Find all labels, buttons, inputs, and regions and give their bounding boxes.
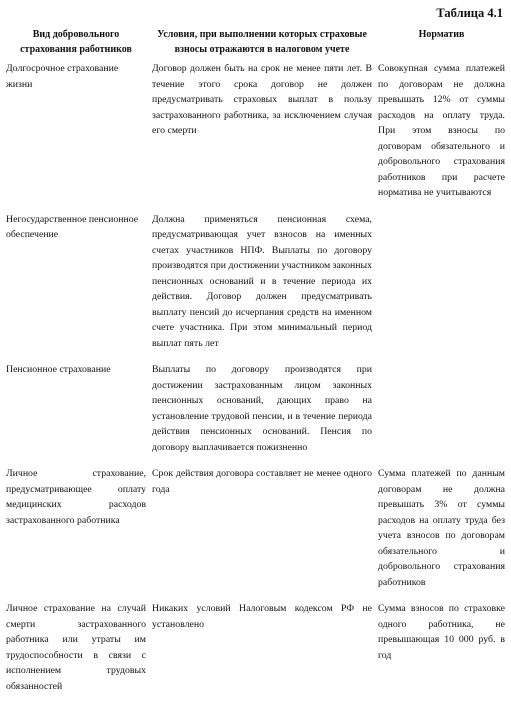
conditions-cell: Срок действия договора составляет не менее одного года xyxy=(152,468,372,495)
insurance-type-cell: Негосударственное пенсионное обеспечение xyxy=(6,213,139,240)
table-row xyxy=(3,466,508,601)
table-header-row xyxy=(3,28,508,61)
table-row xyxy=(3,212,508,363)
insurance-type-cell: Пенсионное страхование xyxy=(6,364,111,375)
insurance-table xyxy=(3,28,508,705)
conditions-cell: Должна применяться пенсионная схема, предусматривающая учет взносов на именных счетах участников НПФ. Выплаты по договору производятся при достижении участником законных пенсионных оснований и в течение периода их действия. Договор должен предусматривать выплату пенсий до исчерпания средств на именном счете участника. При этом минимальный период выплат пять лет xyxy=(152,213,372,349)
norm-cell xyxy=(375,212,508,363)
table-row xyxy=(3,601,508,705)
norm-cell xyxy=(375,362,508,466)
insurance-type-cell: Личное страхование на случай смерти застрахованного работника или утраты им трудоспособности в связи с исполнением трудовых обязанностей xyxy=(6,603,146,692)
header-insurance-type: Вид добровольного страхования работников xyxy=(20,29,132,55)
conditions-cell: Никаких условий Налоговым кодексом РФ не установлено xyxy=(152,603,372,630)
table-caption: Таблица 4.1 xyxy=(436,6,503,20)
table-row xyxy=(3,362,508,466)
header-norm: Норматив xyxy=(418,29,465,40)
insurance-type-cell: Долгосрочное страхование жизни xyxy=(6,63,119,90)
insurance-type-cell: Личное страхование, предусматривающее оплату медицинских расходов застрахованного работника xyxy=(6,468,146,526)
norm-cell: Сумма взносов по страховке одного работника, не превышающая 10 000 руб. в год xyxy=(378,603,505,661)
header-conditions: Условия, при выполнении которых страховые взносы отражаются в налоговом учете xyxy=(157,29,367,55)
conditions-cell: Договор должен быть на срок не менее пяти лет. В течение этого срока договор не должен предусматривать страховых выплат в пользу застрахованного работника, за исключением случая его смерти xyxy=(152,63,372,136)
norm-cell: Совокупная сумма платежей по договорам не должна превышать 12% от суммы расходов на оплату труда. При этом взносы по договорам обязательного и добровольного страхования работников при расчете норматива не учитываются xyxy=(378,63,505,198)
conditions-cell: Выплаты по договору производятся при достижении застрахованным лицом законных пенсионных оснований, дающих право на установление трудовой пенсии, и в течение периода действия пенсионных оснований. Пенсия по договору выплачивается пожизненно xyxy=(152,364,372,453)
table-row xyxy=(3,61,508,212)
norm-cell: Сумма платежей по данным договорам не должна превышать 3% от суммы расходов на оплату труда без учета взносов по договорам обязательного и добровольного страхования работников xyxy=(378,468,505,588)
